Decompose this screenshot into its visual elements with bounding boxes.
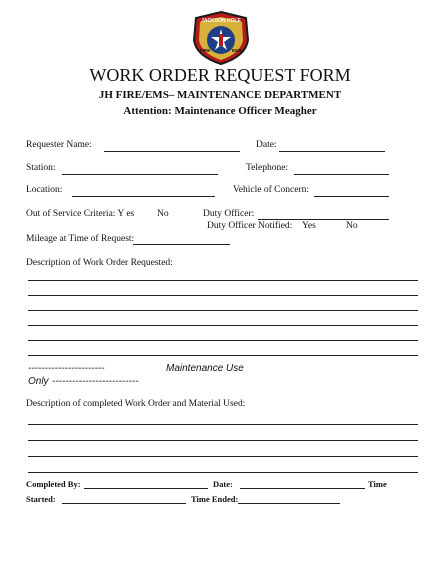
- logo-left-text: FIRE: [200, 48, 211, 53]
- form-title: WORK ORDER REQUEST FORM: [89, 65, 351, 85]
- date-label: Date:: [256, 140, 277, 150]
- attention-line: Attention: Maintenance Officer Meagher: [123, 105, 317, 117]
- completed-by-label: Completed By:: [26, 479, 81, 489]
- telephone-label: Telephone:: [246, 163, 289, 173]
- vehicle-of-concern-field[interactable]: [314, 196, 389, 197]
- description-requested-label: Description of Work Order Requested:: [26, 258, 173, 268]
- station-field[interactable]: [62, 174, 218, 175]
- completed-by-field[interactable]: [84, 488, 208, 489]
- maintenance-use-label: Maintenance Use: [166, 363, 244, 374]
- department-subtitle: JH FIRE/EMS– MAINTENANCE DEPARTMENT: [98, 89, 342, 101]
- time-ended-label: Time Ended:: [191, 494, 239, 504]
- duty-officer-label: Duty Officer:: [203, 209, 255, 219]
- description-line[interactable]: [28, 355, 418, 356]
- time-label: Time: [368, 479, 387, 489]
- notified-yes-option[interactable]: Yes: [302, 221, 316, 231]
- started-field[interactable]: [62, 503, 186, 504]
- duty-officer-field[interactable]: [258, 219, 389, 220]
- mileage-label: Mileage at Time of Request:: [26, 234, 135, 244]
- duty-officer-notified-label: Duty Officer Notified:: [207, 221, 293, 231]
- description-line[interactable]: [28, 280, 418, 281]
- vehicle-of-concern-label: Vehicle of Concern:: [233, 185, 309, 195]
- completed-description-line[interactable]: [28, 424, 418, 425]
- station-label: Station:: [26, 163, 56, 173]
- completed-description-line[interactable]: [28, 472, 418, 473]
- completed-date-field[interactable]: [240, 488, 365, 489]
- completed-description-line[interactable]: [28, 456, 418, 457]
- logo-top-text: JACKSON HOLE: [201, 18, 241, 24]
- time-ended-field[interactable]: [238, 503, 340, 504]
- location-label: Location:: [26, 185, 63, 195]
- requester-name-field[interactable]: [104, 151, 240, 152]
- description-line[interactable]: [28, 325, 418, 326]
- date-field[interactable]: [279, 151, 385, 152]
- department-logo: [188, 10, 254, 66]
- out-of-service-no[interactable]: No: [157, 209, 169, 219]
- started-label: Started:: [26, 494, 56, 504]
- requester-name-label: Requester Name:: [26, 140, 92, 150]
- notified-no-option[interactable]: No: [346, 221, 358, 231]
- maintenance-only-label: Only: [28, 376, 49, 387]
- out-of-service-label[interactable]: Out of Service Criteria: Y es: [26, 209, 135, 219]
- logo-right-text: EMS: [232, 48, 242, 53]
- completed-date-label: Date:: [213, 479, 233, 489]
- completed-description-line[interactable]: [28, 440, 418, 441]
- description-line[interactable]: [28, 295, 418, 296]
- telephone-field[interactable]: [294, 174, 389, 175]
- completed-description-label: Description of completed Work Order and Material Used:: [26, 399, 246, 409]
- description-line[interactable]: [28, 310, 418, 311]
- maintenance-dashes-right: --------------------------: [52, 376, 139, 387]
- mileage-field[interactable]: [133, 244, 230, 245]
- location-field[interactable]: [72, 196, 215, 197]
- description-line[interactable]: [28, 340, 418, 341]
- maintenance-dashes-left: -----------------------: [28, 363, 105, 374]
